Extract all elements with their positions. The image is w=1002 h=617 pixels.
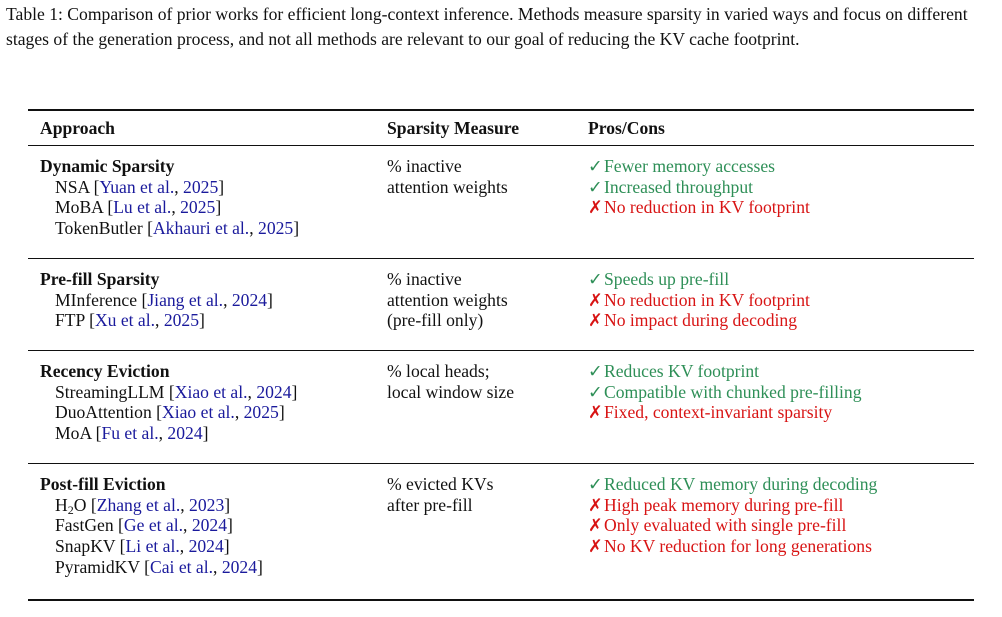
table-caption: Table 1: Comparison of prior works for efficient long-context inference. Methods measure sparsity in varied ways and focus on different stages of the generation process, and not all methods are relevant to our goal of reducing the KV cache footprint. bbox=[6, 4, 968, 49]
table-bottom-rule bbox=[28, 599, 974, 601]
group-title: Dynamic Sparsity bbox=[40, 156, 175, 176]
method-name: MoBA bbox=[55, 197, 103, 218]
check-icon: ✓ bbox=[588, 381, 603, 402]
measure-line: % inactive bbox=[387, 156, 462, 176]
group-title: Recency Eviction bbox=[40, 361, 170, 381]
method-name: FastGen bbox=[55, 515, 114, 536]
citation-year-link[interactable]: 2023 bbox=[189, 494, 225, 515]
pro-item bbox=[588, 382, 862, 403]
cross-icon: ✗ bbox=[588, 310, 603, 331]
citation-year-link[interactable]: 2024 bbox=[231, 289, 268, 310]
measure-cell bbox=[387, 361, 514, 402]
con-item bbox=[588, 402, 862, 423]
group-title: Post-fill Eviction bbox=[40, 474, 166, 494]
measure-line: local window size bbox=[387, 381, 515, 402]
table-top-rule bbox=[28, 109, 974, 111]
measure-line: % inactive bbox=[387, 269, 462, 289]
header-pros-cons: Pros/Cons bbox=[588, 118, 665, 138]
citation-link[interactable]: Fu et al. bbox=[101, 423, 159, 444]
measure-cell bbox=[387, 269, 508, 331]
pros-cons-cell bbox=[588, 361, 862, 423]
measure-line: % local heads; bbox=[387, 361, 490, 381]
method-name: SnapKV bbox=[55, 536, 116, 557]
measure-line: attention weights bbox=[387, 289, 508, 310]
citation-year-link[interactable]: 2024 bbox=[191, 515, 227, 536]
con-item bbox=[588, 310, 810, 331]
method-entry: DuoAttention [Xiao et al., 2025] bbox=[55, 402, 285, 423]
citation-year-link[interactable]: 2025 bbox=[163, 310, 200, 331]
pro-item bbox=[588, 177, 810, 198]
method-entry: FTP [Xu et al., 2025] bbox=[55, 310, 205, 331]
pro-item bbox=[588, 156, 810, 177]
method-entry: MoBA [Lu et al., 2025] bbox=[55, 197, 222, 218]
method-name: FTP bbox=[55, 310, 85, 331]
group-divider bbox=[28, 350, 974, 351]
check-icon: ✓ bbox=[588, 176, 603, 197]
pro-item bbox=[588, 361, 862, 382]
con-item bbox=[588, 197, 810, 218]
point-text: Reduced KV memory during decoding bbox=[604, 474, 878, 494]
citation-link[interactable]: Yuan et al. bbox=[99, 176, 175, 197]
header-sparsity-measure: Sparsity Measure bbox=[387, 118, 520, 138]
citation-link[interactable]: Akhauri et al. bbox=[152, 218, 250, 239]
pro-item bbox=[588, 269, 810, 290]
point-text: No reduction in KV footprint bbox=[604, 289, 810, 310]
point-text: No impact during decoding bbox=[604, 310, 797, 331]
citation-year-link[interactable]: 2025 bbox=[183, 176, 219, 197]
point-text: Speeds up pre-fill bbox=[604, 269, 730, 289]
citation-year-link[interactable]: 2025 bbox=[258, 218, 294, 239]
check-icon: ✓ bbox=[588, 361, 603, 381]
method-entry: NSA [Yuan et al., 2025] bbox=[55, 176, 225, 197]
citation-link[interactable]: Zhang et al. bbox=[96, 494, 181, 515]
pro-item bbox=[588, 474, 877, 495]
method-entry: PyramidKV [Cai et al., 2024] bbox=[55, 556, 263, 577]
method-name: MInference bbox=[55, 289, 138, 310]
citation-link[interactable]: Lu et al. bbox=[113, 197, 172, 218]
method-name: DuoAttention bbox=[55, 402, 152, 423]
method-name: PyramidKV bbox=[55, 556, 140, 577]
method-entry: $H_2O$ [Zhang et al., 2023] bbox=[55, 494, 231, 517]
method-name-rest: O bbox=[73, 494, 87, 515]
pros-cons-cell bbox=[588, 474, 877, 557]
method-subscript: 2 bbox=[67, 502, 74, 517]
method-name: NSA bbox=[55, 176, 90, 197]
point-text: Increased throughput bbox=[604, 176, 754, 197]
citation-link[interactable]: Xiao et al. bbox=[174, 381, 248, 402]
method-entry: StreamingLLM [Xiao et al., 2024] bbox=[55, 381, 298, 402]
con-item bbox=[588, 515, 877, 536]
method-name: MoA bbox=[55, 423, 92, 444]
cross-icon: ✗ bbox=[588, 494, 603, 515]
method-name: TokenButler bbox=[55, 218, 143, 239]
measure-line: % evicted KVs bbox=[387, 474, 494, 494]
citation-link[interactable]: Xiao et al. bbox=[162, 402, 235, 423]
point-text: High peak memory during pre-fill bbox=[604, 494, 844, 515]
cross-icon: ✗ bbox=[588, 197, 603, 218]
approach-cell bbox=[40, 269, 273, 331]
check-icon: ✓ bbox=[588, 269, 603, 289]
point-text: Fixed, context-invariant sparsity bbox=[604, 402, 833, 423]
citation-year-link[interactable]: 2024 bbox=[188, 536, 224, 557]
citation-link[interactable]: Xu et al. bbox=[94, 310, 156, 331]
point-text: Compatible with chunked pre-filling bbox=[604, 381, 862, 402]
citation-link[interactable]: Li et al. bbox=[125, 536, 180, 557]
citation-year-link[interactable]: 2024 bbox=[221, 556, 257, 577]
citation-year-link[interactable]: 2024 bbox=[167, 423, 203, 444]
citation-year-link[interactable]: 2025 bbox=[243, 402, 279, 423]
approach-cell bbox=[40, 156, 299, 239]
method-name: H bbox=[55, 494, 68, 515]
header-approach: Approach bbox=[40, 118, 115, 138]
check-icon: ✓ bbox=[588, 156, 603, 176]
method-entry: MInference [Jiang et al., 2024] bbox=[55, 289, 273, 310]
cross-icon: ✗ bbox=[588, 515, 603, 536]
approach-cell bbox=[40, 361, 297, 444]
citation-year-link[interactable]: 2025 bbox=[180, 197, 216, 218]
cross-icon: ✗ bbox=[588, 402, 603, 423]
measure-line: (pre-fill only) bbox=[387, 310, 484, 331]
group-title: Pre-fill Sparsity bbox=[40, 269, 160, 289]
point-text: Reduces KV footprint bbox=[604, 361, 760, 381]
pros-cons-cell bbox=[588, 156, 810, 218]
approach-cell bbox=[40, 474, 263, 578]
point-text: No reduction in KV footprint bbox=[604, 197, 810, 218]
group-divider bbox=[28, 258, 974, 259]
citation-year-link[interactable]: 2024 bbox=[256, 381, 292, 402]
group-divider bbox=[28, 463, 974, 464]
header-rule bbox=[28, 145, 974, 146]
method-entry: FastGen [Ge et al., 2024] bbox=[55, 515, 233, 536]
measure-line: attention weights bbox=[387, 176, 508, 197]
citation-link[interactable]: Cai et al. bbox=[149, 556, 214, 577]
measure-cell bbox=[387, 474, 494, 515]
pros-cons-cell bbox=[588, 269, 810, 331]
citation-link[interactable]: Jiang et al. bbox=[147, 289, 224, 310]
con-item bbox=[588, 536, 877, 557]
method-entry: SnapKV [Li et al., 2024] bbox=[55, 536, 230, 557]
measure-line: after pre-fill bbox=[387, 494, 473, 515]
point-text: Only evaluated with single pre-fill bbox=[604, 515, 847, 536]
check-icon: ✓ bbox=[588, 474, 603, 494]
con-item bbox=[588, 290, 810, 311]
method-entry: MoA [Fu et al., 2024] bbox=[55, 423, 209, 444]
method-entry: TokenButler [Akhauri et al., 2025] bbox=[55, 218, 300, 239]
method-name: StreamingLLM bbox=[55, 381, 165, 402]
con-item bbox=[588, 495, 877, 516]
point-text: No KV reduction for long generations bbox=[604, 536, 872, 557]
cross-icon: ✗ bbox=[588, 289, 603, 310]
citation-link[interactable]: Ge et al. bbox=[123, 515, 184, 536]
measure-cell bbox=[387, 156, 508, 197]
point-text: Fewer memory accesses bbox=[604, 156, 775, 176]
cross-icon: ✗ bbox=[588, 536, 603, 557]
